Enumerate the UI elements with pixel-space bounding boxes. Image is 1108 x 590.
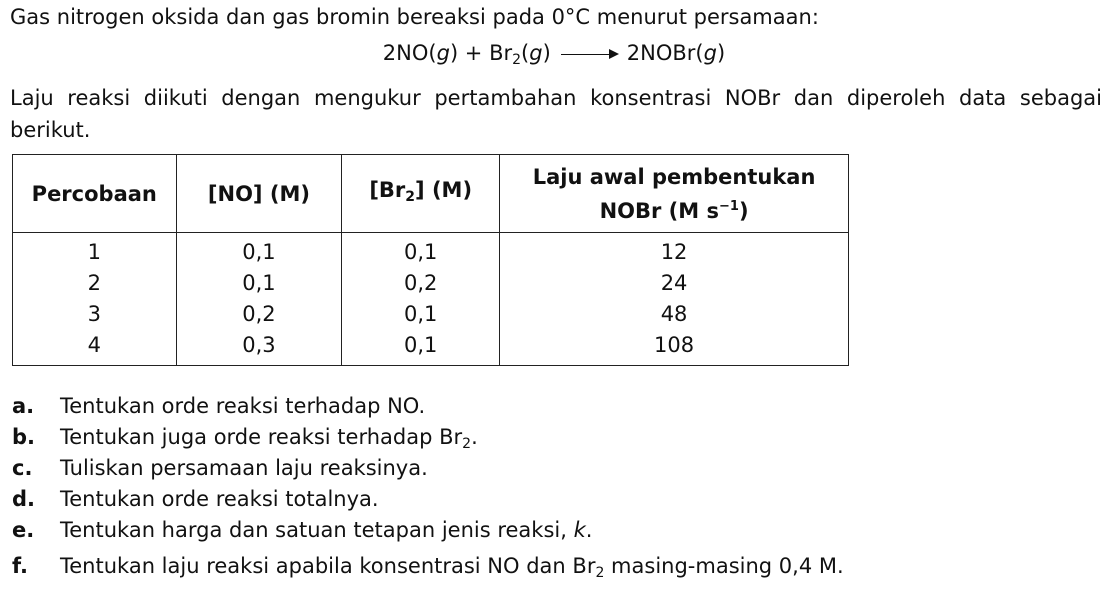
question-sub: 2 xyxy=(462,436,472,452)
header-laju-line1: Laju awal pembentukan xyxy=(532,164,816,189)
table-header-row xyxy=(13,155,849,233)
question-letter: f. xyxy=(12,554,28,578)
table-row xyxy=(13,233,849,269)
cell-no: 0,1 xyxy=(176,268,342,299)
cell-laju: 48 xyxy=(500,299,849,330)
cell-percobaan: 3 xyxy=(13,299,177,330)
chemical-equation xyxy=(0,40,1108,73)
equation-left-1: 2NO( xyxy=(382,41,437,65)
question-text: Tentukan harga dan satuan tetapan jenis reaksi, xyxy=(60,518,574,542)
question-f xyxy=(12,553,844,586)
question-d xyxy=(12,486,379,512)
header-laju-line2-pre: NOBr (M s xyxy=(599,198,719,223)
question-a xyxy=(12,393,425,419)
question-text-post: masing-masing 0,4 M. xyxy=(604,554,844,578)
question-letter: c. xyxy=(12,456,33,480)
cell-laju: 108 xyxy=(500,330,849,366)
question-text: Tuliskan persamaan laju reaksinya. xyxy=(60,456,428,480)
question-letter: a. xyxy=(12,394,35,418)
header-br2-post: ] (M) xyxy=(415,178,473,202)
header-br2 xyxy=(342,155,500,233)
header-laju-line2 xyxy=(500,192,848,226)
equation-left-3: ( xyxy=(521,41,530,65)
question-text: Tentukan orde reaksi totalnya. xyxy=(60,487,379,511)
cell-laju: 24 xyxy=(500,268,849,299)
description-paragraph: Laju reaksi diikuti dengan mengukur pertambahan konsentrasi NOBr dan diperoleh data sebagai berikut. xyxy=(10,86,1102,142)
question-letter: e. xyxy=(12,518,35,542)
question-text: Tentukan laju reaksi apabila konsentrasi NO dan Br xyxy=(60,554,596,578)
header-br2-pre: [Br xyxy=(369,178,406,202)
question-text: Tentukan orde reaksi terhadap NO. xyxy=(60,394,426,418)
question-sub: 2 xyxy=(595,565,605,581)
equation-right-2: ) xyxy=(716,41,726,65)
question-b xyxy=(12,424,478,457)
equation-left-g2: g xyxy=(529,41,543,65)
header-percobaan: Percobaan xyxy=(13,155,177,233)
reaction-arrow-icon xyxy=(561,54,617,55)
equation-left-2: ) + Br xyxy=(449,41,513,65)
question-text: Tentukan juga orde reaksi terhadap Br xyxy=(60,425,463,449)
cell-percobaan: 2 xyxy=(13,268,177,299)
cell-br2: 0,1 xyxy=(342,299,500,330)
cell-no: 0,2 xyxy=(176,299,342,330)
cell-br2: 0,2 xyxy=(342,268,500,299)
cell-percobaan: 4 xyxy=(13,330,177,366)
question-letter: b. xyxy=(12,425,36,449)
header-laju-line2-post: ) xyxy=(738,198,749,223)
header-laju-sup: −1 xyxy=(718,198,739,214)
question-text-post: . xyxy=(585,518,593,542)
header-no: [NO] (M) xyxy=(176,155,342,233)
cell-br2: 0,1 xyxy=(342,330,500,366)
question-letter: d. xyxy=(12,487,36,511)
header-br2-sub: 2 xyxy=(405,189,416,205)
question-ital: k xyxy=(573,518,586,542)
question-c xyxy=(12,455,428,481)
table-row xyxy=(13,299,849,330)
cell-percobaan: 1 xyxy=(13,233,177,269)
question-e xyxy=(12,517,592,543)
equation-left-sub: 2 xyxy=(512,52,522,68)
intro-text: Gas nitrogen oksida dan gas bromin bereaksi pada 0°C menurut persamaan: xyxy=(10,5,819,29)
header-laju xyxy=(500,155,849,233)
cell-no: 0,1 xyxy=(176,233,342,269)
data-table xyxy=(12,154,849,366)
question-text-post: . xyxy=(471,425,478,449)
equation-right-g: g xyxy=(703,41,717,65)
equation-left-g1: g xyxy=(436,41,450,65)
table-row xyxy=(13,330,849,366)
cell-laju: 12 xyxy=(500,233,849,269)
table-row xyxy=(13,268,849,299)
cell-no: 0,3 xyxy=(176,330,342,366)
cell-br2: 0,1 xyxy=(342,233,500,269)
equation-right-1: 2NOBr( xyxy=(626,41,704,65)
equation-left-4: ) xyxy=(542,41,551,65)
